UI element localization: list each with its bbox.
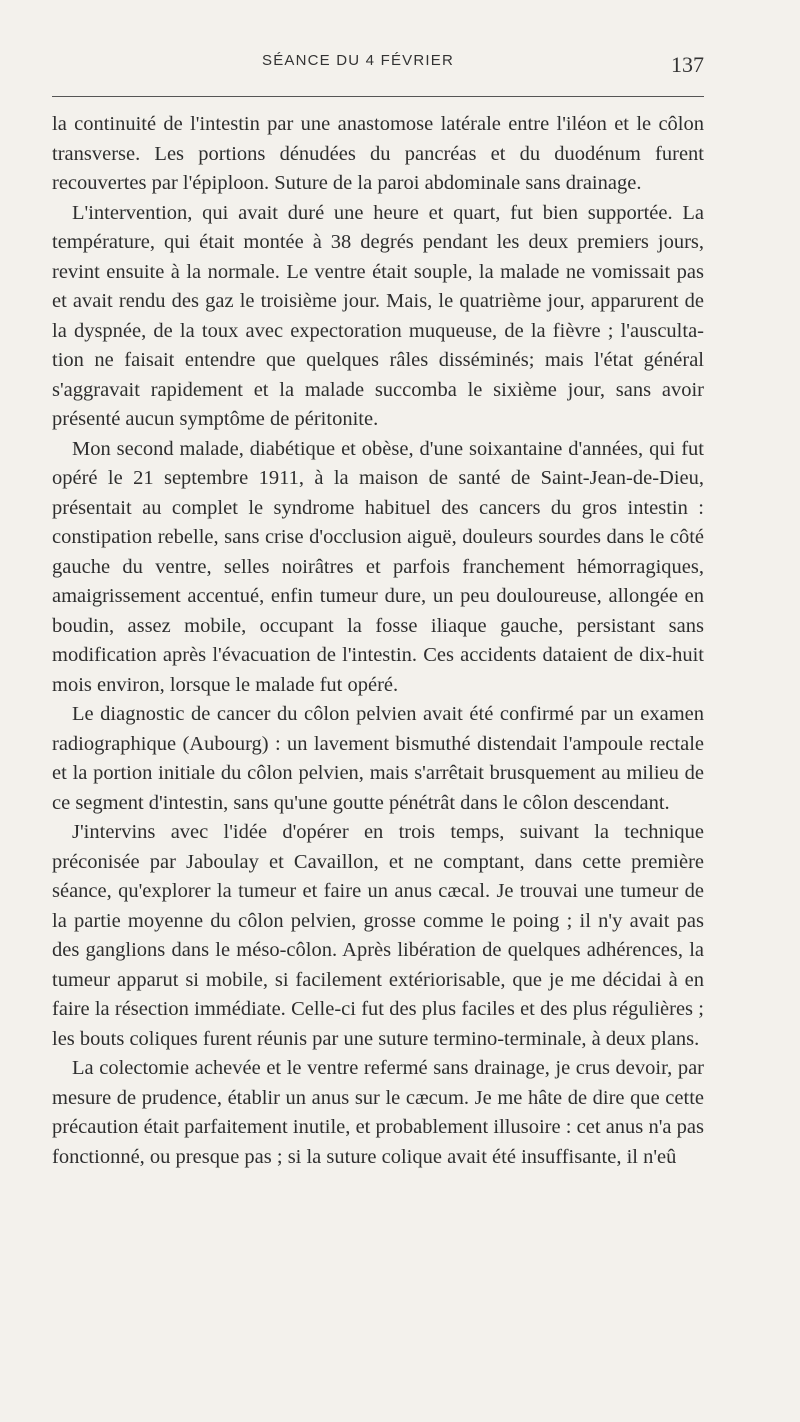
- header-rule: [52, 96, 704, 97]
- running-title: SÉANCE DU 4 FÉVRIER: [262, 52, 455, 69]
- paragraph: Le diagnostic de cancer du côlon pelvien avait été confirmé par un examen radiographique (Aubourg) : un lavement bismuthé distendait l'ampoule rectale et la portion initiale du côlon pelvien, mais s'arrêtait brusquement au milieu de ce segment d'intestin, sans qu'une goutte pénétrât dans le côlon descendant.: [52, 703, 704, 814]
- paragraph: La colectomie achevée et le ventre refermé sans drainage, je crus devoir, par mesure de prudence, établir un anus sur le cæcum. Je me hâte de dire que cette précaution était parfaitement inutile, et probablement illusoire : cet anus n'a pas fonctionné, ou presque pas ; si la suture colique avait été insuffisante, il n'eû: [52, 1057, 704, 1168]
- page-header: [52, 52, 704, 82]
- paragraph: J'intervins avec l'idée d'opérer en trois temps, suivant la technique préconisée par Jaboulay et Cavaillon, et ne comptant, dans cette première séance, qu'explorer la tumeur et faire un anus cæcal. Je trouvai une tumeur de la partie moyenne du côlon pelvien, grosse comme le poing ; il n'y avait pas des ganglions dans le méso-côlon. Après libération de quelques adhérences, la tumeur apparut si mobile, si facilement extériorisable, que je me décidai à en faire la résection immédiate. Celle-ci fut des plus faciles et des plus régulières ; les bouts coliques furent réunis par une suture termino-terminale, à deux plans.: [52, 821, 704, 1050]
- paragraph: Mon second malade, diabétique et obèse, d'une soixantaine d'années, qui fut opéré le 21 septembre 1911, à la maison de santé de Saint-Jean-de-Dieu, présentait au complet le syndrome habituel des cancers du gros intestin : constipation rebelle, sans crise d'occlusion aiguë, douleurs sourdes dans le côté gauche du ventre, selles noirâtres et parfois franchement hémorragiques, amaigrissement accentué, enfin tumeur dure, un peu douloureuse, allongée en boudin, assez mobile, occupant la fosse iliaque gauche, persistant sans modification après l'évacuation de l'intestin. Ces accidents dataient de dix-huit mois environ, lorsque le malade fut opéré.: [52, 437, 704, 696]
- page-body: [52, 110, 704, 1172]
- page-number: 137: [671, 52, 704, 77]
- paragraph: L'intervention, qui avait duré une heure et quart, fut bien supportée. La température, qui était montée à 38 degrés pendant les deux premiers jours, revint ensuite à la normale. Le ventre était souple, la malade ne vomissait pas et avait rendu des gaz le troisième jour. Mais, le quatrième jour, apparurent de la dyspnée, de la toux avec expectoration muqueuse, de la fièvre ; l'ausculta-tion ne faisait entendre que quelques râles disséminés; mais l'état général s'aggravait rapidement et la malade succomba le sixième jour, sans avoir présenté aucun symptôme de péritonite.: [52, 201, 704, 430]
- paragraph: la continuité de l'intestin par une anastomose latérale entre l'iléon et le côlon transverse. Les portions dénudées du pancréas et du duodénum furent recouvertes par l'épiploon. Suture de la paroi abdominale sans drainage.: [52, 113, 704, 194]
